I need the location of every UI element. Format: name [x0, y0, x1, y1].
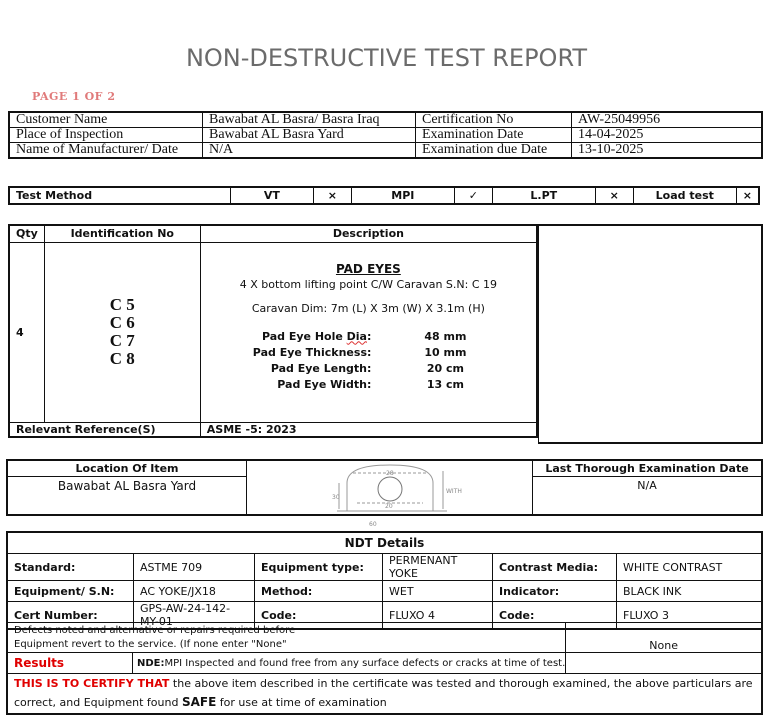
- desc-line-2: Caravan Dim: 7m (L) X 3m (W) X 3.1m (H): [251, 301, 485, 315]
- certification-statement: [7, 674, 762, 714]
- ndt-code2-label: Code:: [493, 602, 617, 630]
- qty-header: Qty: [9, 225, 44, 242]
- exam-date-value: 14-04-2025: [572, 128, 763, 143]
- method-mpi: MPI: [351, 187, 454, 204]
- reference-label: Relevant Reference(S): [9, 422, 200, 437]
- method-vt-mark: ×: [313, 187, 351, 204]
- ndt-contrast-value: WHITE CONTRAST: [617, 554, 763, 581]
- location-value: Bawabat AL Basra Yard: [7, 477, 247, 515]
- manufacturer-label: Name of Manufacturer/ Date: [9, 143, 203, 159]
- width-label: Pad Eye Width:: [277, 377, 372, 391]
- test-method-label: Test Method: [9, 187, 230, 204]
- location-label: Location Of Item: [7, 460, 247, 477]
- ndt-indicator-label: Indicator:: [493, 581, 617, 602]
- exam-date-label: Examination Date: [416, 128, 572, 143]
- ndt-code-value: FLUXO 4: [383, 602, 493, 630]
- certify-text-2b: for use at time of examination: [216, 696, 387, 709]
- defects-note-line-2: Equipment revert to the service. (If none enter "None": [14, 638, 287, 650]
- ndt-standard-label: Standard:: [7, 554, 134, 581]
- id-header: Identification No: [44, 225, 200, 242]
- last-exam-label: Last Thorough Examination Date: [533, 460, 763, 477]
- manufacturer-value: N/A: [203, 143, 416, 159]
- exam-due-label: Examination due Date: [416, 143, 572, 159]
- test-method-table: [8, 186, 760, 205]
- hole-dia-value: 48 mm: [424, 329, 467, 343]
- ndt-code2-value: FLUXO 3: [617, 602, 763, 630]
- results-label: Results: [14, 656, 65, 670]
- reference-value: ASME -5: 2023: [200, 422, 537, 437]
- customer-info-table: [8, 111, 763, 159]
- thickness-value: 10 mm: [424, 345, 467, 359]
- description-header: Description: [200, 225, 537, 242]
- ndt-details-table: [6, 531, 763, 630]
- ndt-equipment-sn-value: AC YOKE/JX18: [134, 581, 255, 602]
- results-table: [6, 622, 763, 715]
- ndt-method-value: WET: [383, 581, 493, 602]
- certify-safe: SAFE: [181, 695, 217, 709]
- place-value: Bawabat AL Basra Yard: [203, 128, 416, 143]
- hole-dia-label-a: Pad Eye Hole: [261, 329, 347, 343]
- results-label-cell: [7, 653, 566, 674]
- width-value: 13 cm: [426, 377, 464, 391]
- thickness-label: Pad Eye Thickness:: [252, 345, 372, 359]
- hole-dia-label-c: :: [366, 329, 372, 343]
- id-item: C 6: [109, 313, 135, 332]
- customer-name-label: Customer Name: [9, 112, 203, 128]
- ndt-code-label: Code:: [255, 602, 383, 630]
- ndt-equipment-sn-label: Equipment/ S.N:: [7, 581, 134, 602]
- id-list: [44, 242, 200, 422]
- description-cell: [200, 242, 537, 422]
- hole-dia-label-b: Dia: [346, 329, 367, 343]
- certification-no-value: AW-25049956: [572, 112, 763, 128]
- ndt-cert-value: GPS-AW-24-142-MY-01: [134, 602, 255, 630]
- defects-note-line-1: Defects noted and alternative or repairs required before: [14, 624, 296, 636]
- ndt-method-label: Method:: [255, 581, 383, 602]
- method-load-test: Load test: [633, 187, 736, 204]
- desc-title: PAD EYES: [335, 261, 401, 276]
- method-mpi-mark: ✓: [454, 187, 492, 204]
- pad-eye-sketch: [247, 460, 533, 528]
- certify-text-1: the above item described in the certificate was tested and thorough examined, the above particulars are: [169, 677, 753, 690]
- width-row: [207, 377, 530, 393]
- length-value: 20 cm: [426, 361, 464, 375]
- ndt-standard-value: ASTME 709: [134, 554, 255, 581]
- defects-note: [7, 623, 566, 653]
- item-table: [8, 224, 538, 438]
- ndt-contrast-label: Contrast Media:: [493, 554, 617, 581]
- page-indicator: PAGE 1 OF 2: [32, 90, 116, 103]
- nde-label: NDE:: [137, 657, 165, 669]
- sketch-dim-side: 30: [332, 494, 340, 501]
- id-item: C 5: [109, 295, 135, 314]
- ndt-header: NDT Details: [7, 532, 762, 554]
- place-label: Place of Inspection: [9, 128, 203, 143]
- photo-box: [538, 224, 763, 444]
- ndt-indicator-value: BLACK INK: [617, 581, 763, 602]
- pad-eye-hole: [378, 477, 402, 501]
- method-lpt: L.PT: [492, 187, 595, 204]
- id-item: C 7: [109, 331, 135, 350]
- ndt-equipment-type-value: PERMENANT YOKE: [383, 554, 493, 581]
- location-table: [6, 459, 763, 528]
- sketch-dim-bottom: 20: [385, 503, 393, 510]
- exam-due-value: 13-10-2025: [572, 143, 763, 159]
- pad-eye-drawing: [247, 461, 532, 528]
- sketch-dim-right: WITH: [446, 488, 462, 495]
- method-lpt-mark: ×: [595, 187, 633, 204]
- length-label: Pad Eye Length:: [270, 361, 372, 375]
- ndt-cert-label: Cert Number:: [7, 602, 134, 630]
- last-exam-value: N/A: [533, 477, 763, 515]
- customer-name-value: Bawabat AL Basra/ Basra Iraq: [203, 112, 416, 128]
- hole-dia-row: [207, 329, 530, 345]
- method-load-test-mark: ×: [736, 187, 759, 204]
- qty-value: 4: [9, 242, 44, 422]
- report-title: NON-DESTRUCTIVE TEST REPORT: [185, 44, 588, 72]
- thickness-row: [207, 345, 530, 361]
- sketch-dim-top: 28: [386, 470, 394, 477]
- certify-text-2a: correct, and Equipment found: [14, 696, 182, 709]
- results-spacer: [566, 653, 762, 674]
- certify-heading: THIS IS TO CERTIFY THAT: [14, 677, 170, 690]
- id-item: C 8: [109, 349, 135, 368]
- certification-no-label: Certification No: [416, 112, 572, 128]
- method-vt: VT: [230, 187, 313, 204]
- defects-value: None: [566, 623, 762, 653]
- nde-text: MPI Inspected and found free from any surface defects or cracks at time of test.: [164, 657, 566, 669]
- desc-line-1: 4 X bottom lifting point C/W Caravan S.N: C 19: [239, 277, 497, 291]
- length-row: [207, 361, 530, 377]
- sketch-dim-base: 60: [369, 521, 377, 528]
- ndt-equipment-type-label: Equipment type:: [255, 554, 383, 581]
